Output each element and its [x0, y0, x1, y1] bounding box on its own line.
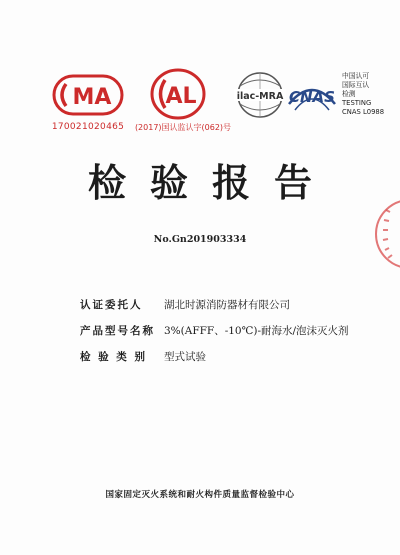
field-row-client — [80, 291, 380, 317]
red-seal-stamp — [366, 196, 400, 272]
field-label: 产品型号名称 — [80, 324, 155, 337]
field-row-product — [80, 317, 380, 343]
cnas-line-3: 检测 — [342, 90, 356, 98]
report-number: No.Gn201903334 — [153, 234, 247, 245]
cnas-logo — [285, 74, 339, 116]
cma-logo-text: MA — [72, 85, 112, 110]
ilac-logo-text: ilac-MRA — [236, 91, 284, 102]
cma-logo — [52, 72, 124, 118]
field-row-test-type — [80, 343, 380, 369]
cal-logo-text: AL — [165, 84, 197, 109]
report-title: 检验报告 — [87, 161, 336, 205]
field-value: 湖北时源消防器材有限公司 — [164, 298, 290, 311]
issuing-organization: 国家固定灭火系统和耐火构件质量监督检验中心 — [105, 490, 295, 500]
ilac-mra-logo — [231, 70, 289, 120]
field-label: 检 验 类 别 — [80, 350, 147, 363]
cal-logo — [148, 66, 208, 122]
cnas-line-1: 中国认可 — [342, 72, 370, 80]
cnas-accreditation-text — [342, 72, 398, 117]
report-fields — [80, 291, 380, 369]
cnas-line-2: 国际互认 — [342, 81, 370, 89]
cnas-line-5: CNAS L0988 — [342, 108, 385, 116]
field-value: 3%(AFFF、-10℃)-耐海水/泡沫灭火剂 — [164, 324, 349, 337]
cma-number: 170021020465 — [51, 122, 125, 132]
field-label: 认证委托人 — [80, 298, 143, 311]
cnas-line-4: TESTING — [342, 99, 372, 107]
cal-number: (2017)国认监认字(062)号 — [134, 123, 232, 132]
cnas-logo-text: CNAS — [289, 88, 335, 106]
field-value: 型式试验 — [164, 350, 206, 363]
